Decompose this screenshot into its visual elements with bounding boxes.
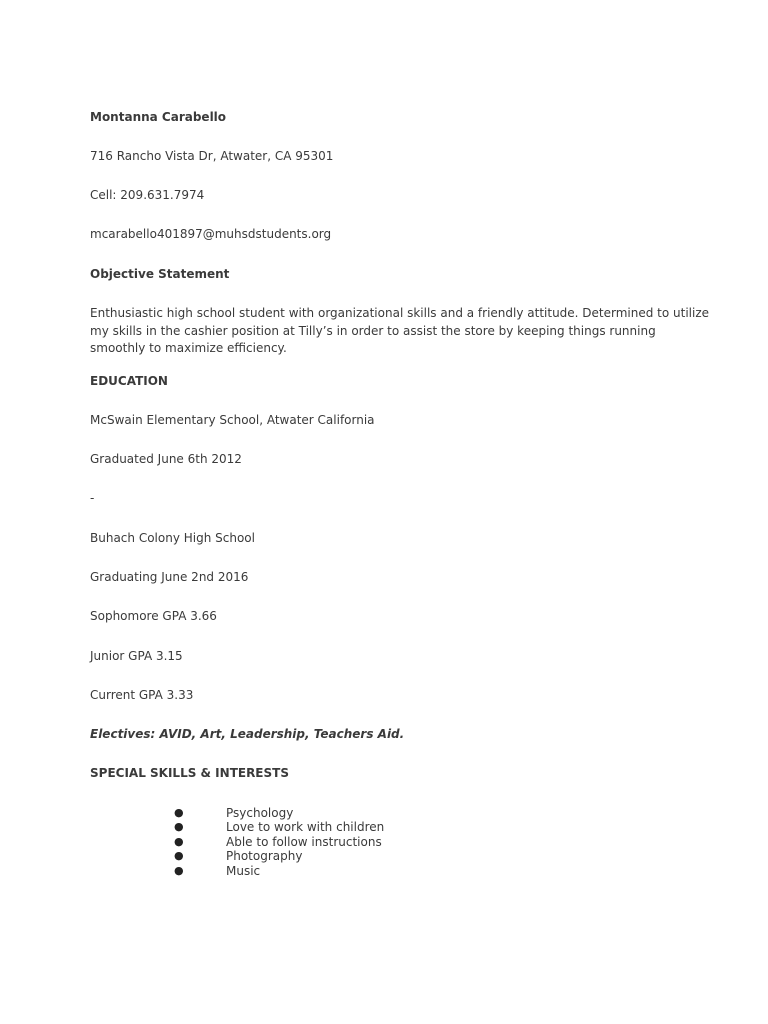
graduation-date-elementary: Graduated June 6th 2012 [90,452,242,466]
objective-line: Enthusiastic high school student with organizational skills and a friendly attitude. Determined to utilize [90,306,710,320]
objective-heading: Objective Statement [90,267,230,281]
objective-statement [90,305,710,358]
bullet-icon: ● [174,820,184,834]
sophomore-gpa: Sophomore GPA 3.66 [90,609,217,623]
school-high: Buhach Colony High School [90,531,255,545]
skill-label: Photography [226,849,303,864]
electives: Electives: AVID, Art, Leadership, Teachers Aid. [90,727,405,741]
skill-label: Love to work with children [226,820,385,835]
skill-label: Psychology [226,806,294,820]
skill-label: Able to follow instructions [226,834,382,849]
skills-heading: SPECIAL SKILLS & INTERESTS [90,766,289,780]
email: mcarabello401897@muhsdstudents.org [90,227,332,241]
bullet-icon: ● [174,863,184,877]
address: 716 Rancho Vista Dr, Atwater, CA 95301 [90,149,334,163]
bullet-icon: ● [174,849,184,863]
graduation-date-high: Graduating June 2nd 2016 [90,570,249,584]
bullet-icon: ● [174,806,184,819]
applicant-name: Montanna Carabello [90,110,227,124]
education-heading: EDUCATION [90,374,168,388]
cell-phone: Cell: 209.631.7974 [90,188,205,202]
current-gpa: Current GPA 3.33 [90,688,194,702]
education-separator: - [90,491,95,505]
junior-gpa: Junior GPA 3.15 [90,649,183,663]
school-elementary: McSwain Elementary School, Atwater California [90,413,375,427]
bullet-icon: ● [174,834,184,848]
objective-line: smoothly to maximize efficiency. [90,341,287,355]
objective-line: my skills in the cashier position at Tilly’s in order to assist the store by keeping things running [90,323,656,338]
skill-label: Music [226,863,261,878]
